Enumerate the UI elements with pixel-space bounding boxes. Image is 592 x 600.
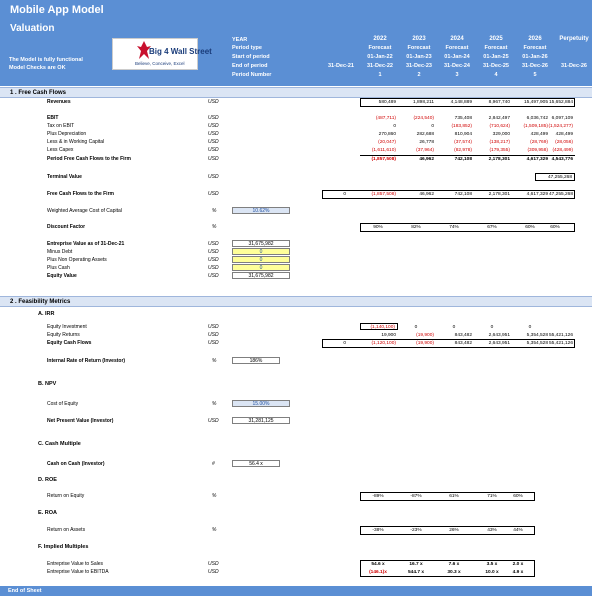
- cash-on-cash-cell[interactable]: 56.4 x: [232, 460, 280, 467]
- period-type: Forecast: [484, 45, 508, 51]
- equity-returns-cell[interactable]: (19,900): [416, 333, 434, 338]
- tax-cell[interactable]: 0: [393, 124, 396, 129]
- equity-flows-cell[interactable]: 843,482: [454, 341, 472, 346]
- section-free-cash-flows: 1 . Free Cash Flows: [0, 87, 592, 98]
- working-capital-cell[interactable]: (138,217): [489, 140, 510, 145]
- wacc-input[interactable]: 10.62%: [232, 207, 290, 214]
- period-start: 01-Jan-22: [367, 54, 393, 60]
- ebit-cell[interactable]: 2,842,497: [488, 116, 510, 121]
- unit: USD: [208, 139, 219, 145]
- unit: USD: [208, 99, 219, 105]
- equity-investment-cell[interactable]: 0: [414, 325, 418, 330]
- period-end: 31-Dec-26: [522, 63, 548, 69]
- perpetuity-label: Perpetuity: [559, 36, 589, 42]
- debt-label: Minus Debt: [47, 249, 73, 255]
- unit: %: [212, 224, 217, 230]
- unit: USD: [208, 123, 219, 129]
- npv-cell[interactable]: 31,281,125: [232, 417, 290, 424]
- depreciation-cell[interactable]: 428,499: [530, 132, 548, 137]
- tax-cell[interactable]: (710,624): [489, 124, 510, 129]
- unit: #: [212, 461, 215, 467]
- equity-cash-flows-label: Equity Cash Flows: [47, 340, 92, 346]
- ebit-label: EBIT: [47, 115, 59, 121]
- ev-sales-cell[interactable]: 54.6 x: [371, 562, 385, 567]
- period-end: 31-Dec-25: [483, 63, 509, 69]
- roa-cell[interactable]: 44%: [513, 528, 523, 533]
- depreciation-cell[interactable]: 282,688: [416, 132, 434, 137]
- working-capital-cell[interactable]: 26,778: [419, 140, 434, 145]
- model-checks-note: Model Checks are OK: [9, 65, 66, 71]
- discount-cell[interactable]: 82%: [411, 225, 421, 230]
- equity-investment-cell[interactable]: 0: [452, 325, 456, 330]
- ev-sales-label: Entreprise Value to Sales: [47, 561, 104, 567]
- revenue-cell[interactable]: 4,148,889: [450, 100, 472, 105]
- year-label: YEAR: [232, 37, 248, 43]
- debt-input[interactable]: 0: [232, 248, 290, 255]
- period-fcf-cell[interactable]: 742,108: [454, 157, 472, 162]
- unit: USD: [208, 191, 219, 197]
- ev-sales-cell[interactable]: 7.6 x: [448, 562, 460, 567]
- period-end: 31-Dec-23: [406, 63, 432, 69]
- ebit-cell[interactable]: 6,097,109: [551, 116, 573, 121]
- irr-label: Internal Rate of Return (Investor): [47, 358, 126, 364]
- npv-subtitle: B. NPV: [38, 381, 57, 387]
- roe-cell[interactable]: 60%: [513, 494, 523, 499]
- unit: USD: [208, 332, 219, 338]
- unit: USD: [208, 569, 219, 575]
- end-of-sheet: End of Sheet: [0, 586, 592, 596]
- cash-multiple-subtitle: C. Cash Multiple: [38, 441, 81, 447]
- period-start: 01-Jan-23: [406, 54, 432, 60]
- equity-flows-cell[interactable]: 55,421,126: [548, 341, 573, 346]
- equity-investment-label: Equity Investment: [47, 324, 87, 330]
- year-col: 2024: [450, 36, 464, 42]
- period-start: 01-Jan-26: [522, 54, 548, 60]
- roe-cell[interactable]: 61%: [449, 494, 459, 499]
- year-col: 2025: [489, 36, 503, 42]
- roe-cell[interactable]: -89%: [372, 494, 384, 499]
- discount-cell[interactable]: 60%: [525, 225, 535, 230]
- ebit-cell[interactable]: (487,711): [375, 116, 396, 121]
- period-number: 3: [455, 72, 459, 78]
- discount-cell[interactable]: 60%: [550, 225, 560, 230]
- unit: %: [212, 358, 217, 364]
- base-end-date: 31-Dec-21: [328, 63, 354, 69]
- irr-subtitle: A. IRR: [38, 311, 55, 317]
- cash-input[interactable]: 0: [232, 264, 290, 271]
- unit: USD: [208, 174, 219, 180]
- cost-of-equity-input[interactable]: 15.00%: [232, 400, 290, 407]
- capex-cell[interactable]: (428,499): [552, 148, 573, 153]
- unit: USD: [208, 147, 219, 153]
- unit: %: [212, 208, 217, 214]
- fcf-cell[interactable]: 2,178,301: [488, 192, 510, 197]
- tax-label: Tax on EBIT: [47, 123, 75, 129]
- equity-returns-cell[interactable]: 843,482: [454, 333, 472, 338]
- tax-cell[interactable]: (1,524,277): [548, 124, 573, 129]
- period-type: Forecast: [368, 45, 392, 51]
- roa-cell[interactable]: 43%: [487, 528, 497, 533]
- period-type: Forecast: [523, 45, 547, 51]
- period-number: 5: [533, 72, 537, 78]
- period-fcf-cell[interactable]: 4,543,776: [551, 157, 573, 162]
- ev-ebitda-cell[interactable]: 30.3 x: [447, 570, 461, 575]
- equity-investment-cell[interactable]: 0: [528, 325, 532, 330]
- tax-cell[interactable]: 0: [431, 124, 434, 129]
- terminal-value-label: Terminal Value: [47, 174, 82, 180]
- ev-label: Entreprise Value as of 31-Dec-21: [47, 241, 125, 247]
- unit: USD: [208, 324, 219, 330]
- unit: USD: [208, 131, 219, 137]
- equity-returns-label: Equity Returns: [47, 332, 80, 338]
- year-col: 2022: [373, 36, 387, 42]
- equity-flows-base-cell[interactable]: 0: [343, 341, 346, 346]
- unit: USD: [208, 265, 219, 271]
- working-capital-cell[interactable]: (28,056): [555, 140, 573, 145]
- ev-ebitda-cell[interactable]: 10.0 x: [485, 570, 499, 575]
- equity-investment-cell[interactable]: (1,140,100): [360, 323, 398, 330]
- ev-cell[interactable]: 31,675,982: [232, 240, 290, 247]
- equity-flows-cell[interactable]: (1,120,100): [371, 341, 396, 346]
- ev-ebitda-cell[interactable]: (146.1)x: [369, 570, 387, 575]
- roa-label: Return on Assets: [47, 527, 86, 533]
- roa-cell[interactable]: -23%: [410, 528, 422, 533]
- ev-ebitda-cell[interactable]: 4.9 x: [512, 570, 524, 575]
- equity-value-label: Equity Value: [47, 273, 77, 279]
- equity-returns-cell[interactable]: 2,643,951: [488, 333, 510, 338]
- unit: %: [212, 527, 217, 533]
- unit: USD: [208, 249, 219, 255]
- period-fcf-cell[interactable]: 4,617,329: [526, 157, 548, 162]
- ev-sales-cell[interactable]: 2.0 x: [512, 562, 524, 567]
- unit: USD: [208, 273, 219, 279]
- section-feasibility-metrics: 2 . Feasibility Metrics: [0, 296, 592, 307]
- fcf-cell[interactable]: 742,108: [454, 192, 472, 197]
- depreciation-label: Plus Depreciation: [47, 131, 87, 137]
- model-title: Mobile App Model: [10, 4, 104, 16]
- period-start: 01-Jan-24: [444, 54, 470, 60]
- unit: %: [212, 493, 217, 499]
- depreciation-cell[interactable]: 270,860: [378, 132, 396, 137]
- period-fcf-cell[interactable]: 46,962: [419, 157, 434, 162]
- roa-cell[interactable]: -38%: [372, 528, 384, 533]
- capex-cell[interactable]: (82,978): [454, 148, 472, 153]
- unit: %: [212, 401, 217, 407]
- equity-returns-cell[interactable]: 55,421,126: [548, 333, 573, 338]
- non-operating-label: Plus Non Operating Assets: [47, 257, 107, 263]
- working-capital-cell[interactable]: (28,769): [530, 140, 548, 145]
- non-operating-input[interactable]: 0: [232, 256, 290, 263]
- discount-cell[interactable]: 74%: [449, 225, 459, 230]
- ebit-cell[interactable]: (224,540): [413, 116, 434, 121]
- period-number: 4: [494, 72, 498, 78]
- period-type-label: Period type: [232, 45, 262, 51]
- perpetuity-end: 31-Dec-26: [561, 63, 587, 69]
- page-title: Valuation: [10, 23, 55, 34]
- period-fcf-cell[interactable]: (1,857,508): [371, 157, 396, 162]
- revenue-cell[interactable]: 15,497,905: [523, 100, 548, 105]
- capex-cell[interactable]: (1,611,610): [371, 148, 396, 153]
- equity-returns-cell[interactable]: 5,354,528: [526, 333, 548, 338]
- capex-cell[interactable]: (37,964): [416, 148, 434, 153]
- unit: USD: [208, 418, 219, 424]
- capex-cell[interactable]: (179,355): [489, 148, 510, 153]
- model-functional-note: The Model is fully functional: [9, 57, 83, 63]
- roa-cell[interactable]: 26%: [449, 528, 459, 533]
- year-col: 2023: [412, 36, 426, 42]
- fcf-label: Free Cash Flows to the Firm: [47, 191, 114, 197]
- sheet-header: [0, 0, 592, 86]
- period-start: 01-Jan-25: [483, 54, 509, 60]
- discount-factor-label: Discount Factor: [47, 224, 86, 230]
- revenue-cell[interactable]: 8,967,740: [488, 100, 510, 105]
- depreciation-cell[interactable]: 329,000: [492, 132, 510, 137]
- depreciation-cell[interactable]: 428,499: [555, 132, 573, 137]
- working-capital-cell[interactable]: (37,574): [454, 140, 472, 145]
- irr-cell[interactable]: 186%: [232, 357, 280, 364]
- terminal-value-cell[interactable]: 47,255,268: [535, 173, 575, 181]
- roa-subtitle: E. ROA: [38, 510, 57, 516]
- revenue-cell[interactable]: 580,489: [378, 100, 396, 105]
- equity-investment-cell[interactable]: 0: [490, 325, 494, 330]
- cost-of-equity-label: Cost of Equity: [47, 401, 79, 407]
- fcf-cell[interactable]: 47,255,268: [548, 192, 573, 197]
- start-period-label: Start of period: [232, 54, 270, 60]
- capex-cell[interactable]: (309,958): [527, 148, 548, 153]
- unit: USD: [208, 241, 219, 247]
- working-capital-cell[interactable]: (20,047): [378, 140, 396, 145]
- ev-sales-cell[interactable]: 3.5 x: [486, 562, 498, 567]
- unit: USD: [208, 115, 219, 121]
- ebit-cell[interactable]: 735,408: [454, 116, 472, 121]
- fcf-cell[interactable]: 4,617,329: [526, 192, 548, 197]
- ev-ebitda-cell[interactable]: 544.7 x: [407, 570, 424, 575]
- roe-label: Return on Equity: [47, 493, 85, 499]
- working-capital-label: Less & in Working Capital: [47, 139, 105, 145]
- ev-ebitda-label: Entreprise Value to EBITDA: [47, 569, 109, 575]
- revenues-label: Revenues: [47, 99, 71, 105]
- cash-label: Plus Cash: [47, 265, 70, 271]
- fcf-cell[interactable]: 46,962: [419, 192, 434, 197]
- equity-returns-cell[interactable]: 19,900: [381, 333, 396, 338]
- period-fcf-cell[interactable]: 2,178,301: [488, 157, 510, 162]
- equity-flows-cell[interactable]: (19,900): [416, 341, 434, 346]
- npv-label: Net Present Value (Investor): [47, 418, 114, 424]
- equity-value-cell[interactable]: 31,675,982: [232, 272, 290, 279]
- period-type: Forecast: [407, 45, 431, 51]
- discount-cell[interactable]: 90%: [373, 225, 383, 230]
- tax-cell[interactable]: (1,509,185): [523, 124, 548, 129]
- revenue-cell[interactable]: 15,652,884: [548, 100, 573, 105]
- company-logo: Big 4 Wall Street Believe, Conceive, Excel: [112, 38, 198, 70]
- period-number-label: Period Number: [232, 72, 272, 78]
- period-number: 2: [417, 72, 421, 78]
- unit: USD: [208, 561, 219, 567]
- period-number: 1: [378, 72, 382, 78]
- ev-sales-cell[interactable]: 16.7 x: [409, 562, 423, 567]
- implied-multiples-subtitle: F. Implied Multiples: [38, 544, 89, 550]
- cash-on-cash-label: Cash on Cash (Investor): [47, 461, 105, 467]
- period-end: 31-Dec-24: [444, 63, 470, 69]
- capex-label: Less Capex: [47, 147, 74, 153]
- discount-cell[interactable]: 67%: [487, 225, 497, 230]
- fcf-base-cell[interactable]: 0: [343, 192, 346, 197]
- unit: USD: [208, 156, 219, 162]
- period-type: Forecast: [445, 45, 469, 51]
- ebit-cell[interactable]: 6,036,742: [526, 116, 548, 121]
- year-col: 2026: [528, 36, 542, 42]
- wacc-label: Weighted Average Cost of Capital: [47, 208, 122, 214]
- unit: USD: [208, 340, 219, 346]
- equity-flows-cell[interactable]: 2,643,951: [488, 341, 510, 346]
- roe-cell[interactable]: -87%: [410, 494, 422, 499]
- roe-subtitle: D. ROE: [38, 477, 57, 483]
- equity-flows-cell[interactable]: 5,354,528: [526, 341, 548, 346]
- revenue-cell[interactable]: 1,898,211: [413, 100, 434, 105]
- period-end: 31-Dec-22: [367, 63, 393, 69]
- roe-cell[interactable]: 71%: [487, 494, 497, 499]
- depreciation-cell[interactable]: 810,904: [454, 132, 472, 137]
- period-fcf-label: Period Free Cash Flows to the Firm: [47, 156, 131, 162]
- unit: USD: [208, 257, 219, 263]
- end-period-label: End of period: [232, 63, 268, 69]
- tax-cell[interactable]: (183,852): [451, 124, 472, 129]
- fcf-cell[interactable]: (1,857,508): [371, 192, 396, 197]
